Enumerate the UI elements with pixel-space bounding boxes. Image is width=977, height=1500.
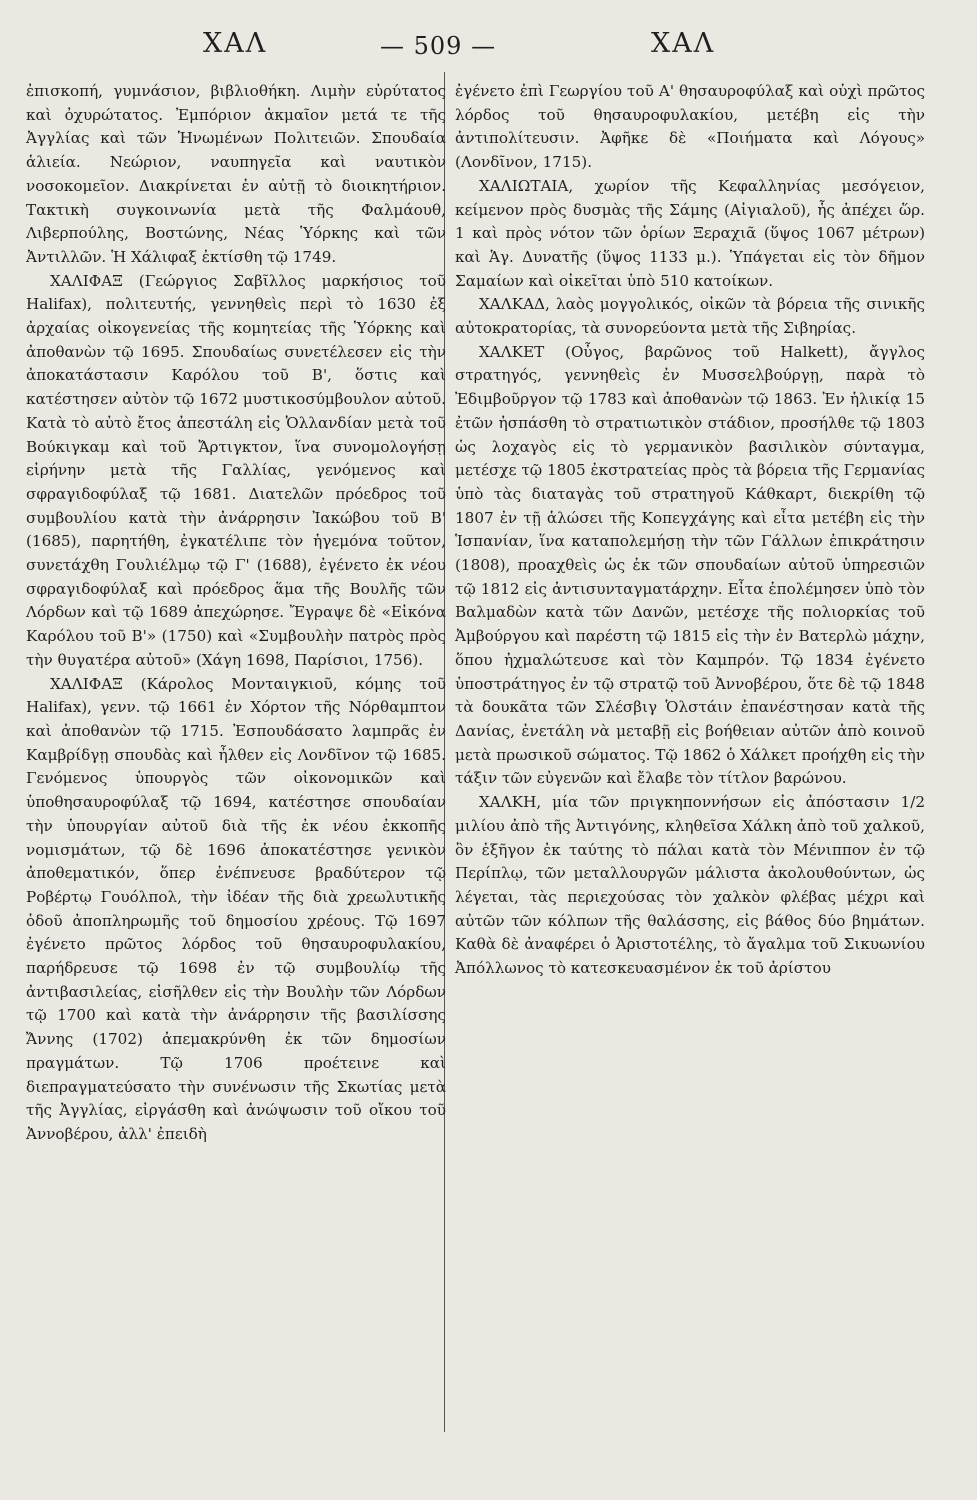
- left-column: [26, 80, 446, 1147]
- right-column: [455, 80, 925, 981]
- entry-halkad: ΧΑΛΚΑΔ, λαὸς μογγολικός, οἰκῶν τὰ βόρεια τῆς σινικῆς αὐτοκρατορίας, τὰ συνορεύοντα μετὰ τῆς Σιβηρίας.: [455, 295, 925, 338]
- entry-halkett: ΧΑΛΚΕΤ (Οὖγος, βαρῶνος τοῦ Halkett), ἄγγλος στρατηγός, γεννηθεὶς ἐν Μυσσελβούργῃ, παρὰ τὸ Ἐδιμβοῦργον τῷ 1783 καὶ ἀποθανὼν τῷ 1863. Ἐν ἡλικίᾳ 15 ἐτῶν ἠσπάσθη τὸ στρατιωτικὸν στάδιον, προσήλθε τῷ 1803 ὡς λοχαγὸς εἰς τὸ γερμανικὸν βασιλικὸν σύνταγμα, μετέσχε τῷ 1805 ἐκστρατείας πρὸς τὰ βόρεια τῆς Γερμανίας ὑπὸ τὰς διαταγὰς τοῦ στρατηγοῦ Κάθκαρτ, διεκρίθη τῷ 1807 ἐν τῇ ἁλώσει τῆς Κοπεγχάγης καὶ εἶτα μετέβη εἰς τὴν Ἱσπανίαν, ἵνα καταπολεμήσῃ τὴν τῶν Γάλλων ἐπικράτησιν (1808), προαχθεὶς ὡς ἐκ τῶν σπουδαίων αὐτοῦ ὑπηρεσιῶν τῷ 1812 εἰς ἀντισυνταγματάρχην. Εἶτα ἐπολέμησεν ὑπὸ τὸν Βαλμαδὼν κατὰ τῶν Δανῶν, μετέσχε τῆς πολιορκίας τοῦ Ἀμβούργου καὶ παρέστη τῷ 1815 εἰς τὴν ἐν Βατερλὼ μάχην, ὅπου ἠχμαλώτευσε καὶ τὸν Καμπρόν. Τῷ 1834 ἐγένετο ὑποστράτηγος ἐν τῷ στρατῷ τοῦ Ἀννοβέρου, ὅτε δὲ τῷ 1848 τὰ δουκᾶτα τῶν Σλέσβιγ Ὁλστάιν ἐπανέστησαν κατὰ τῆς Δανίας, ἐνετάλη νὰ μεταβῇ εἰς βοήθειαν αὐτῶν ἀπὸ κοινοῦ μετὰ πρωσικοῦ σώματος. Τῷ 1862 ὁ Χάλκετ προήχθη εἰς τὴν τάξιν τῶν εὐγενῶν καὶ ἔλαβε τὸν τίτλον βαρώνου.: [455, 342, 925, 788]
- entry-continuation: ἐπισκοπή, γυμνάσιον, βιβλιοθήκη. Λιμὴν εὐρύτατος καὶ ὀχυρώτατος. Ἐμπόριον ἀκμαῖον μετά τε τῆς Ἀγγλίας καὶ τῶν Ἡνωμένων Πολιτειῶν. Σπουδαία ἁλιεία. Νεώριον, ναυπηγεῖα καὶ ναυτικὸν νοσοκομεῖον. Διακρίνεται ἐν αὐτῇ τὸ διοικητήριον. Τακτικὴ συγκοινωνία μετὰ τῆς Φαλμάουθ, Λιβερπούλης, Βοστώνης, Νέας Ὑόρκης καὶ τῶν Ἀντιλλῶν. Ἡ Χάλιφαξ ἐκτίσθη τῷ 1749.: [26, 82, 446, 266]
- entry-halifax-george: ΧΑΛΙΦΑΞ (Γεώργιος Σαβῖλλος μαρκήσιος τοῦ Halifax), πολιτευτής, γεννηθεὶς περὶ τὸ 1630 ἐξ ἀρχαίας οἰκογενείας τῆς κομητείας τῆς Ὑόρκης καὶ ἀποθανὼν τῷ 1695. Σπουδαίως συνετέλεσεν εἰς τὴν ἀποκατάστασιν Καρόλου τοῦ Β', ὅστις καὶ κατέστησεν αὐτὸν τῷ 1672 μυστικοσύμβουλον αὐτοῦ. Κατὰ τὸ αὐτὸ ἔτος ἀπεστάλη εἰς Ὁλλανδίαν μετὰ τοῦ Βούκιγκαμ καὶ τοῦ Ἄρτιγκτον, ἵνα συνομολογήσῃ εἰρήνην μετὰ τῆς Γαλλίας, γενόμενος καὶ σφραγιδοφύλαξ τῷ 1681. Διατελῶν πρόεδρος τοῦ συμβουλίου κατὰ τὴν ἀνάρρησιν Ἰακώβου τοῦ Β' (1685), παρητήθη, ἐγκατέλιπε τὸν ἡγεμόνα τοῦτον, συνετάχθη Γουλιέλμῳ τῷ Γ' (1688), ἐγένετο ἐκ νέου σφραγιδοφύλαξ καὶ πρόεδρος ἅμα τῆς Βουλῆς τῶν Λόρδων καὶ τῷ 1689 ἀπεχώρησε. Ἔγραψε δὲ «Εἰκόνα Καρόλου τοῦ Β'» (1750) καὶ «Συμβουλὴν πατρὸς πρὸς τὴν θυγατέρα αὐτοῦ» (Χάγη 1698, Παρίσιοι, 1756).: [26, 271, 446, 669]
- page-header: [0, 28, 977, 68]
- header-right-catchword: ΧΑΛ: [651, 28, 716, 59]
- page-number: — 509 —: [380, 32, 497, 60]
- entry-haliotaia: ΧΑΛΙΩΤΑΙΑ, χωρίον τῆς Κεφαλληνίας μεσόγειον, κείμενον πρὸς δυσμὰς τῆς Σάμης (Αἰγιαλοῦ), ἧς ἀπέχει ὥρ. 1 καὶ πρὸς νότον τῶν ὁρίων Ξεραχιᾶ (ὕψος 1067 μέτρων) καὶ Ἁγ. Δυνατῆς (ὕψος 1133 μ.). Ὑπάγεται εἰς τὸν δῆμον Σαμαίων καὶ οἰκεῖται ὑπὸ 510 κατοίκων.: [455, 176, 925, 290]
- entry-halifax-charles: ΧΑΛΙΦΑΞ (Κάρολος Μονταιγκιοῦ, κόμης τοῦ Halifax), γενν. τῷ 1661 ἐν Χόρτον τῆς Νόρθαμπτον καὶ ἀποθανὼν τῷ 1715. Ἐσπουδάσατο λαμπρᾶς ἐν Καμβρίδγῃ σπουδὰς καὶ ἦλθεν εἰς Λονδῖνον τῷ 1685. Γενόμενος ὑπουργὸς τῶν οἰκονομικῶν καὶ ὑποθησαυροφύλαξ τῷ 1694, κατέστησε σπουδαίαν τὴν ὑπουργίαν αὐτοῦ διὰ τῆς ἐκ νέου ἐκκοπῆς νομισμάτων, τῷ δὲ 1696 ἀποκατέστησε γενικὸν ἀποθεματικόν, ὅπερ ἐνέπνευσε βραδύτερον τῷ Ροβέρτῳ Γουόλπολ, τὴν ἰδέαν τῆς διὰ χρεωλυτικῆς ὁδοῦ ἀποπληρωμῆς τοῦ δημοσίου χρέους. Τῷ 1697 ἐγένετο πρῶτος λόρδος τοῦ θησαυροφυλακίου, παρήδρευσε τῷ 1698 ἐν τῷ συμβουλίῳ τῆς ἀντιβασιλείας, εἰσῆλθεν εἰς τὴν Βουλὴν τῶν Λόρδων τῷ 1700 καὶ κατὰ τὴν ἀνάρρησιν τῆς βασιλίσσης Ἄννης (1702) ἀπεμακρύνθη ἐκ τῶν δημοσίων πραγμάτων. Τῷ 1706 προέτεινε καὶ διεπραγματεύσατο τὴν συνένωσιν τῆς Σκωτίας μετὰ τῆς Ἀγγλίας, εἰργάσθη καὶ ἀνώψωσιν τοῦ οἴκου τοῦ Ἀννοβέρου, ἀλλ' ἐπειδὴ: [26, 674, 446, 1143]
- header-left-catchword: ΧΑΛ: [203, 28, 268, 59]
- entry-continuation: ἐγένετο ἐπὶ Γεωργίου τοῦ Α' θησαυροφύλαξ καὶ οὐχὶ πρῶτος λόρδος τοῦ θησαυροφυλακίου, μετέβη εἰς τὴν ἀντιπολίτευσιν. Ἀφῆκε δὲ «Ποιήματα καὶ Λόγους» (Λονδῖνον, 1715).: [455, 82, 925, 172]
- entry-halki: ΧΑΛΚΗ, μία τῶν πριγκηποννήσων εἰς ἀπόστασιν 1/2 μιλίου ἀπὸ τῆς Ἀντιγόνης, κληθεῖσα Χάλκη ἀπὸ τοῦ χαλκοῦ, ὃν ἐξῆγον ἐκ ταύτης τὸ πάλαι κατὰ τὸν Μένιππον ἐν τῷ Περίπλῳ, τῶν μεταλλουργῶν μάλιστα ἀκολουθούντων, ὡς λέγεται, τὰς περιεχούσας τὸν χαλκὸν φλέβας μέχρι καὶ αὐτῶν τῶν κόλπων τῆς θαλάσσης, εἰς βάθος δύο βημάτων. Καθὰ δὲ ἀναφέρει ὁ Ἀριστοτέλης, τὸ ἄγαλμα τοῦ Σικυωνίου Ἀπόλλωνος τὸ κατεσκευασμένον ἐκ τοῦ ἀρίστου: [455, 793, 925, 978]
